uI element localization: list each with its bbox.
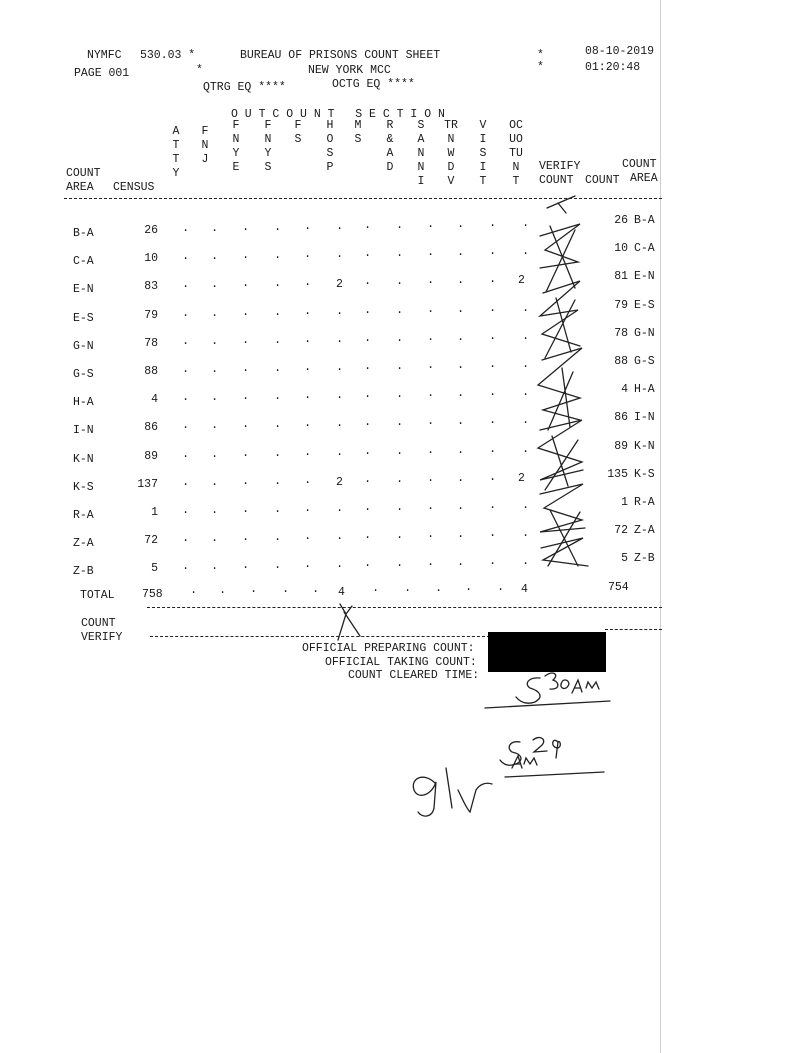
time-star: * — [537, 61, 544, 74]
empty-cell-dot: . — [489, 470, 497, 484]
count-area-header-1: COUNT — [66, 167, 101, 180]
empty-cell-dot: . — [396, 273, 404, 288]
row-area: K-S — [73, 481, 94, 494]
row-hosp-value: 2 — [336, 476, 343, 489]
official-taking-label: OFFICIAL TAKING COUNT: — [325, 656, 477, 669]
empty-cell-dot: . — [304, 275, 312, 289]
empty-cell-dot: . — [427, 386, 435, 400]
total-empty-dot: . — [282, 582, 290, 597]
verify-header: VERIFY — [539, 160, 581, 173]
empty-cell-dot: . — [489, 526, 497, 540]
empty-cell-dot: . — [364, 387, 372, 401]
empty-cell-dot: . — [274, 388, 282, 403]
empty-cell-dot: . — [182, 475, 190, 489]
row-census: 86 — [144, 421, 158, 434]
empty-cell-dot: . — [457, 385, 465, 400]
total-empty-dot: . — [435, 580, 443, 595]
empty-cell-dot: . — [522, 243, 530, 258]
empty-cell-dot: . — [336, 331, 344, 346]
empty-cell-dot: . — [242, 220, 250, 234]
empty-cell-dot: . — [304, 557, 312, 571]
empty-cell-dot: . — [522, 384, 530, 399]
empty-cell-dot: . — [396, 302, 404, 317]
empty-cell-dot: . — [211, 446, 219, 461]
empty-cell-dot: . — [211, 389, 219, 404]
row-census: 4 — [151, 393, 158, 406]
count-area-header-2: AREA — [66, 181, 94, 194]
row-count: 1 — [621, 496, 628, 509]
empty-cell-dot: . — [304, 219, 312, 233]
empty-cell-dot: . — [274, 304, 282, 319]
empty-cell-dot: . — [242, 530, 250, 544]
empty-cell-dot: . — [211, 502, 219, 517]
empty-cell-dot: . — [457, 301, 465, 316]
row-census: 89 — [144, 450, 158, 463]
empty-cell-dot: . — [211, 417, 219, 432]
total-empty-dot: . — [219, 582, 227, 597]
empty-cell-dot: . — [182, 418, 190, 432]
row-census: 88 — [144, 365, 158, 378]
empty-cell-dot: . — [182, 559, 190, 573]
empty-cell-dot: . — [396, 555, 404, 570]
row-area-right: H-A — [634, 383, 655, 396]
octg-eq: OCTG EQ **** — [332, 78, 415, 91]
empty-cell-dot: . — [522, 215, 530, 230]
report-date: 08-10-2019 — [585, 45, 655, 58]
empty-cell-dot: . — [242, 389, 250, 403]
empty-cell-dot: . — [182, 390, 190, 404]
empty-cell-dot: . — [242, 474, 250, 488]
empty-cell-dot: . — [211, 333, 219, 348]
row-area: Z-A — [73, 537, 94, 550]
row-area: I-N — [73, 424, 94, 437]
empty-cell-dot: . — [336, 444, 344, 459]
row-outcount-total: 2 — [518, 472, 525, 485]
row-count: 72 — [614, 524, 628, 537]
empty-cell-dot: . — [242, 446, 250, 460]
empty-cell-dot: . — [427, 245, 435, 259]
row-count: 86 — [614, 411, 628, 424]
empty-cell-dot: . — [364, 218, 372, 232]
total-outcount: 4 — [521, 583, 528, 596]
total-empty-dot: . — [312, 581, 320, 596]
empty-cell-dot: . — [427, 527, 435, 541]
row-area: K-N — [73, 453, 94, 466]
empty-cell-dot: . — [364, 472, 372, 486]
empty-cell-dot: . — [242, 276, 250, 290]
row-count: 81 — [614, 270, 628, 283]
row-area: G-N — [73, 340, 94, 353]
official-preparing-label: OFFICIAL PREPARING COUNT: — [302, 642, 475, 655]
empty-cell-dot: . — [304, 247, 312, 261]
empty-cell-dot: . — [242, 558, 250, 572]
empty-cell-dot: . — [457, 498, 465, 513]
empty-cell-dot: . — [274, 529, 282, 544]
empty-cell-dot: . — [457, 329, 465, 344]
empty-cell-dot: . — [211, 248, 219, 263]
row-area: Z-B — [73, 565, 94, 578]
empty-cell-dot: . — [489, 272, 497, 286]
date-star: * — [537, 49, 544, 62]
empty-cell-dot: . — [274, 416, 282, 431]
empty-cell-dot: . — [182, 249, 190, 263]
row-count: 89 — [614, 440, 628, 453]
empty-cell-dot: . — [522, 356, 530, 371]
empty-cell-dot: . — [457, 554, 465, 569]
row-census: 83 — [144, 280, 158, 293]
empty-cell-dot: . — [336, 218, 344, 233]
row-count: 78 — [614, 327, 628, 340]
empty-cell-dot: . — [489, 301, 497, 315]
row-outcount-total: 2 — [518, 274, 525, 287]
row-census: 5 — [151, 562, 158, 575]
empty-cell-dot: . — [457, 470, 465, 485]
empty-cell-dot: . — [182, 334, 190, 348]
empty-cell-dot: . — [304, 473, 312, 487]
row-area: B-A — [73, 227, 94, 240]
empty-cell-dot: . — [457, 216, 465, 231]
empty-cell-dot: . — [427, 471, 435, 485]
empty-cell-dot: . — [457, 244, 465, 259]
empty-cell-dot: . — [489, 442, 497, 456]
empty-cell-dot: . — [364, 359, 372, 373]
row-census: 10 — [144, 252, 158, 265]
row-area: E-S — [73, 312, 94, 325]
empty-cell-dot: . — [522, 441, 530, 456]
empty-cell-dot: . — [304, 445, 312, 459]
empty-cell-dot: . — [396, 443, 404, 458]
empty-cell-dot: . — [182, 447, 190, 461]
empty-cell-dot: . — [489, 385, 497, 399]
empty-cell-dot: . — [364, 303, 372, 317]
empty-cell-dot: . — [242, 333, 250, 347]
empty-cell-dot: . — [427, 302, 435, 316]
empty-cell-dot: . — [242, 502, 250, 516]
empty-cell-dot: . — [242, 361, 250, 375]
page-number: PAGE 001 — [74, 67, 130, 80]
empty-cell-dot: . — [274, 445, 282, 460]
empty-cell-dot: . — [489, 554, 497, 568]
empty-cell-dot: . — [211, 474, 219, 489]
total-label: TOTAL — [80, 589, 115, 602]
empty-cell-dot: . — [336, 500, 344, 515]
empty-cell-dot: . — [182, 531, 190, 545]
empty-cell-dot: . — [336, 528, 344, 543]
row-area-right: E-S — [634, 299, 655, 312]
empty-cell-dot: . — [211, 530, 219, 545]
count-verify-label-1: COUNT — [81, 617, 116, 630]
empty-cell-dot: . — [457, 413, 465, 428]
row-count: 5 — [621, 552, 628, 565]
row-census: 79 — [144, 309, 158, 322]
empty-cell-dot: . — [396, 217, 404, 232]
empty-cell-dot: . — [522, 328, 530, 343]
row-area: C-A — [73, 255, 94, 268]
empty-cell-dot: . — [364, 556, 372, 570]
empty-cell-dot: . — [364, 331, 372, 345]
row-count: 88 — [614, 355, 628, 368]
row-area-right: K-N — [634, 440, 655, 453]
empty-cell-dot: . — [211, 558, 219, 573]
empty-cell-dot: . — [396, 358, 404, 373]
row-area-right: G-S — [634, 355, 655, 368]
report-time: 01:20:48 — [585, 61, 641, 74]
area-header: AREA — [630, 172, 658, 185]
empty-cell-dot: . — [364, 246, 372, 260]
empty-cell-dot: . — [427, 330, 435, 344]
empty-cell-dot: . — [336, 556, 344, 571]
empty-cell-dot: . — [304, 304, 312, 318]
row-count: 79 — [614, 299, 628, 312]
total-empty-dot: . — [404, 580, 412, 595]
system-code: NYMFC — [87, 49, 122, 62]
total-hosp: 4 — [338, 586, 345, 599]
empty-cell-dot: . — [457, 272, 465, 287]
empty-cell-dot: . — [396, 471, 404, 486]
empty-cell-dot: . — [457, 442, 465, 457]
empty-cell-dot: . — [427, 555, 435, 569]
empty-cell-dot: . — [489, 329, 497, 343]
empty-cell-dot: . — [457, 357, 465, 372]
empty-cell-dot: . — [242, 248, 250, 262]
verify-count-header: COUNT — [539, 174, 574, 187]
outcount-section-title: O U T C O U N T S E C T I O N — [231, 108, 445, 121]
row-count: 135 — [607, 468, 628, 481]
row-area: E-N — [73, 283, 94, 296]
empty-cell-dot: . — [274, 557, 282, 572]
row-hosp-value: 2 — [336, 278, 343, 291]
row-area-right: I-N — [634, 411, 655, 424]
empty-cell-dot: . — [396, 245, 404, 260]
empty-cell-dot: . — [489, 357, 497, 371]
empty-cell-dot: . — [396, 527, 404, 542]
empty-cell-dot: . — [304, 332, 312, 346]
empty-cell-dot: . — [364, 500, 372, 514]
empty-cell-dot: . — [396, 330, 404, 345]
empty-cell-dot: . — [396, 499, 404, 514]
empty-cell-dot: . — [457, 526, 465, 541]
empty-cell-dot: . — [304, 388, 312, 402]
empty-cell-dot: . — [274, 332, 282, 347]
empty-cell-dot: . — [427, 217, 435, 231]
row-area: H-A — [73, 396, 94, 409]
facility-name: NEW YORK MCC — [308, 64, 391, 77]
total-empty-dot: . — [250, 582, 258, 597]
empty-cell-dot: . — [182, 277, 190, 291]
row-census: 137 — [137, 478, 158, 491]
empty-cell-dot: . — [304, 416, 312, 430]
total-empty-dot: . — [465, 580, 473, 595]
row-count: 10 — [614, 242, 628, 255]
empty-cell-dot: . — [336, 415, 344, 430]
total-census: 758 — [142, 588, 163, 601]
empty-cell-dot: . — [211, 305, 219, 320]
empty-cell-dot: . — [242, 417, 250, 431]
empty-cell-dot: . — [274, 501, 282, 516]
row-count: 26 — [614, 214, 628, 227]
empty-cell-dot: . — [364, 528, 372, 542]
empty-cell-dot: . — [522, 300, 530, 315]
empty-cell-dot: . — [522, 497, 530, 512]
empty-cell-dot: . — [427, 358, 435, 372]
empty-cell-dot: . — [211, 361, 219, 376]
row-census: 26 — [144, 224, 158, 237]
empty-cell-dot: . — [489, 244, 497, 258]
count-verify-label-2: VERIFY — [81, 631, 123, 644]
empty-cell-dot: . — [427, 499, 435, 513]
report-title: BUREAU OF PRISONS COUNT SHEET — [240, 49, 441, 62]
empty-cell-dot: . — [211, 276, 219, 291]
total-empty-dot: . — [372, 581, 380, 596]
row-census: 72 — [144, 534, 158, 547]
row-area-right: R-A — [634, 496, 655, 509]
row-area-right: Z-B — [634, 552, 655, 565]
empty-cell-dot: . — [211, 220, 219, 235]
empty-cell-dot: . — [427, 414, 435, 428]
empty-cell-dot: . — [364, 274, 372, 288]
empty-cell-dot: . — [489, 413, 497, 427]
row-area-right: B-A — [634, 214, 655, 227]
row-area-right: C-A — [634, 242, 655, 255]
row-count: 4 — [621, 383, 628, 396]
empty-cell-dot: . — [396, 386, 404, 401]
row-area-right: G-N — [634, 327, 655, 340]
row-area-right: K-S — [634, 468, 655, 481]
row-census: 1 — [151, 506, 158, 519]
empty-cell-dot: . — [489, 498, 497, 512]
row-census: 78 — [144, 337, 158, 350]
row-area: R-A — [73, 509, 94, 522]
empty-cell-dot: . — [336, 359, 344, 374]
empty-cell-dot: . — [182, 221, 190, 235]
row-area: G-S — [73, 368, 94, 381]
empty-cell-dot: . — [522, 553, 530, 568]
census-header: CENSUS — [113, 181, 155, 194]
header-star: * — [196, 64, 203, 77]
qtrg-eq: QTRG EQ **** — [203, 81, 286, 94]
count-header: COUNT — [622, 158, 657, 171]
empty-cell-dot: . — [182, 362, 190, 376]
empty-cell-dot: . — [336, 303, 344, 318]
total-empty-dot: . — [497, 580, 505, 594]
empty-cell-dot: . — [427, 273, 435, 287]
empty-cell-dot: . — [182, 306, 190, 320]
report-code: 530.03 * — [140, 49, 196, 62]
empty-cell-dot: . — [364, 444, 372, 458]
row-area-right: E-N — [634, 270, 655, 283]
empty-cell-dot: . — [274, 275, 282, 290]
empty-cell-dot: . — [274, 473, 282, 488]
empty-cell-dot: . — [364, 415, 372, 429]
count-header-2: COUNT — [585, 174, 620, 187]
empty-cell-dot: . — [396, 414, 404, 429]
empty-cell-dot: . — [522, 525, 530, 540]
empty-cell-dot: . — [304, 501, 312, 515]
empty-cell-dot: . — [274, 360, 282, 375]
empty-cell-dot: . — [427, 443, 435, 457]
empty-cell-dot: . — [489, 216, 497, 230]
empty-cell-dot: . — [274, 247, 282, 262]
empty-cell-dot: . — [336, 387, 344, 402]
count-cleared-label: COUNT CLEARED TIME: — [348, 669, 480, 682]
total-empty-dot: . — [190, 583, 198, 597]
empty-cell-dot: . — [522, 412, 530, 427]
total-count: 754 — [608, 581, 629, 594]
empty-cell-dot: . — [336, 246, 344, 261]
empty-cell-dot: . — [274, 219, 282, 234]
row-area-right: Z-A — [634, 524, 655, 537]
empty-cell-dot: . — [182, 503, 190, 517]
empty-cell-dot: . — [304, 360, 312, 374]
empty-cell-dot: . — [242, 305, 250, 319]
empty-cell-dot: . — [304, 529, 312, 543]
